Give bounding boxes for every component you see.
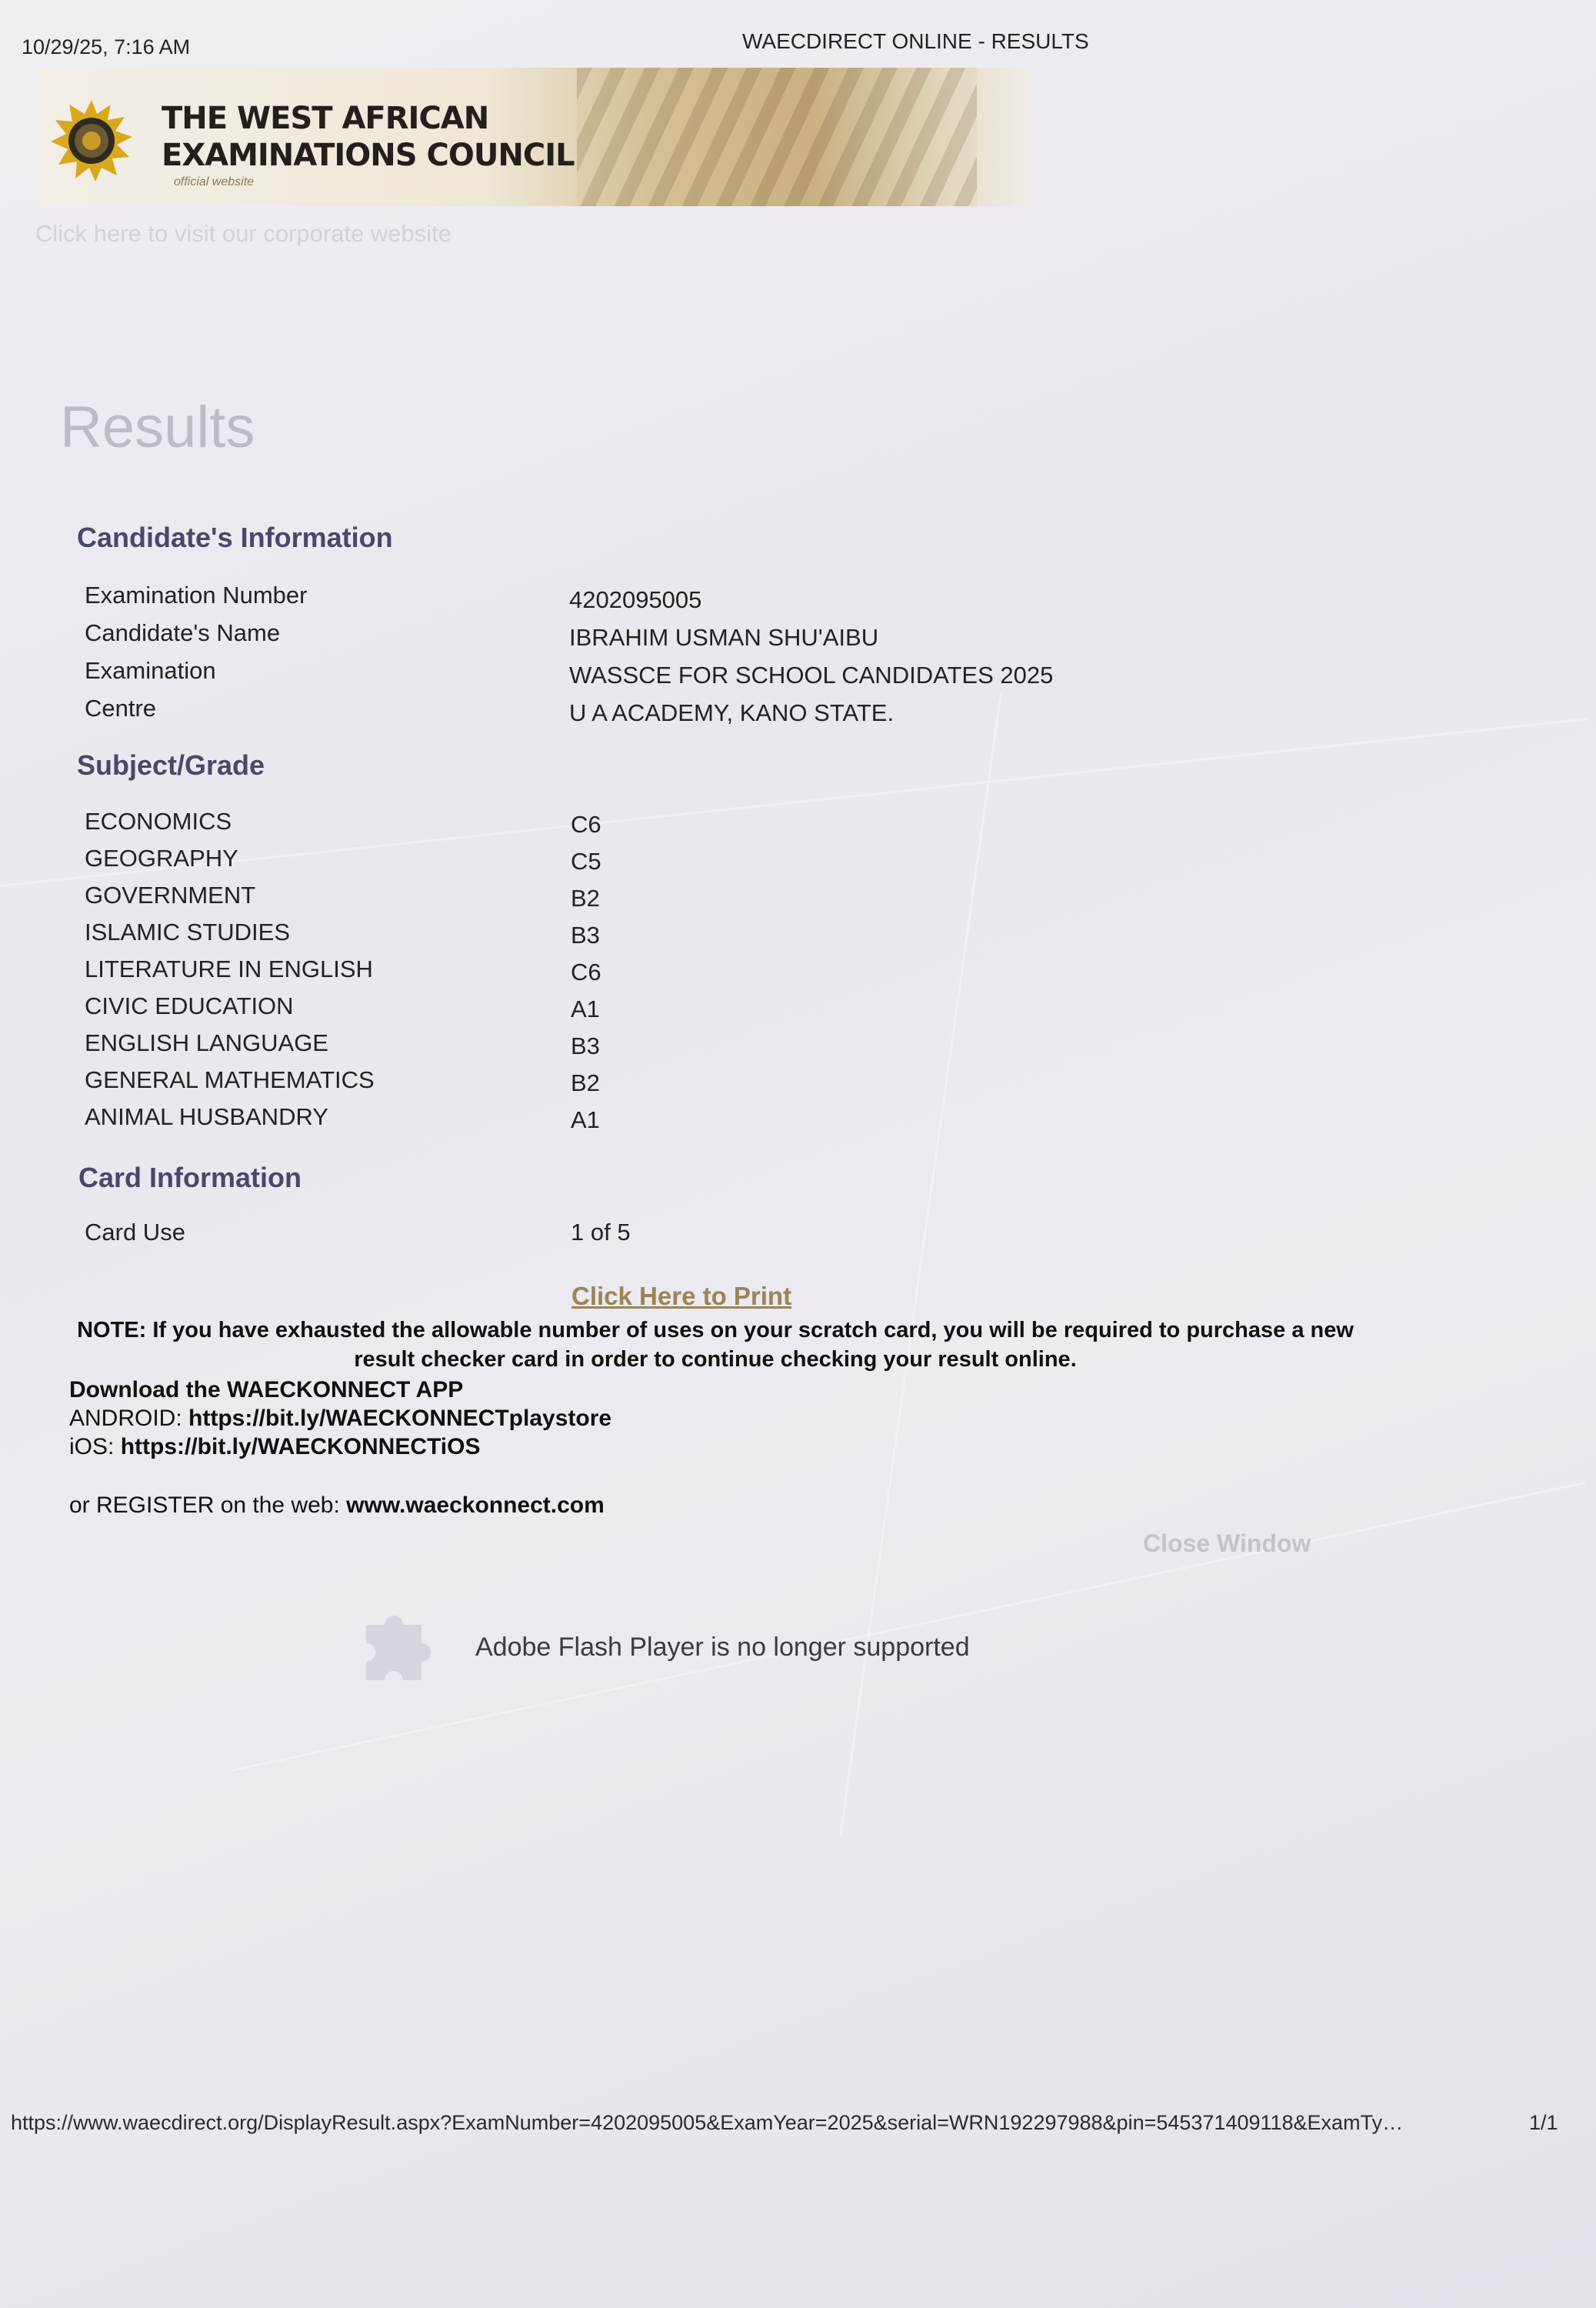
org-name-line2: EXAMINATIONS COUNCIL	[162, 138, 575, 173]
register-web	[69, 1493, 605, 1519]
subject-grade: C5	[571, 848, 601, 875]
register-label: or REGISTER on the web:	[69, 1493, 340, 1518]
card-use-label: Card Use	[85, 1219, 185, 1246]
subject-name: ECONOMICS	[85, 808, 232, 835]
subject-name: ENGLISH LANGUAGE	[85, 1029, 328, 1056]
print-footer-url: https://www.waecdirect.org/DisplayResult.aspx?ExamNumber=4202095005&ExamYear=2025&serial=WRN192297988&pin=545371409118&ExamTy…	[11, 2111, 1404, 2134]
subject-name: GEOGRAPHY	[85, 845, 238, 872]
waec-banner[interactable]	[38, 68, 1031, 206]
print-button[interactable]: Click Here to Print	[571, 1282, 792, 1310]
org-name	[162, 100, 575, 174]
ios-url[interactable]: https://bit.ly/WAECKONNECTiOS	[120, 1434, 481, 1459]
subject-grade: A1	[571, 996, 600, 1022]
subject-name: GENERAL MATHEMATICS	[85, 1066, 375, 1093]
subject-grade: B2	[571, 1069, 600, 1096]
ios-download	[69, 1434, 481, 1460]
candidate-name-value: IBRAHIM USMAN SHU'AIBU	[569, 624, 879, 651]
download-app-title: Download the WAECKONNECT APP	[69, 1377, 464, 1402]
android-download	[69, 1406, 611, 1432]
centre-label: Centre	[85, 695, 157, 722]
card-section-title: Card Information	[78, 1162, 302, 1193]
org-subtitle: official website	[174, 175, 255, 188]
corporate-website-link[interactable]: Click here to visit our corporate website	[35, 220, 452, 247]
print-page-number: 1/1	[1529, 2111, 1558, 2134]
subject-grade: B3	[571, 1032, 600, 1059]
subject-name: ISLAMIC STUDIES	[85, 919, 290, 946]
print-datetime: 10/29/25, 7:16 AM	[22, 35, 191, 58]
exam-number-label: Examination Number	[85, 582, 308, 609]
subject-grade-section-title: Subject/Grade	[77, 749, 265, 781]
page-title: Results	[60, 395, 255, 460]
register-url[interactable]: www.waeckonnect.com	[346, 1493, 605, 1518]
examination-label: Examination	[85, 657, 216, 684]
subject-name: LITERATURE IN ENGLISH	[85, 956, 373, 982]
note-text: If you have exhausted the allowable number of uses on your scratch card, you will be required to purchase a new result checker card in order to continue checking your result online.	[152, 1318, 1354, 1372]
scratch-card-note	[69, 1316, 1361, 1374]
subject-grade: A1	[571, 1106, 600, 1133]
print-page-title: WAECDIRECT ONLINE - RESULTS	[742, 29, 1089, 53]
subject-grade: B2	[571, 885, 600, 912]
candidate-name-label: Candidate's Name	[85, 619, 281, 646]
subject-name: CIVIC EDUCATION	[85, 992, 294, 1019]
candidate-section-title: Candidate's Information	[77, 522, 393, 553]
subject-grade: C6	[571, 959, 601, 986]
subject-name: GOVERNMENT	[85, 882, 256, 909]
exam-number-value: 4202095005	[569, 586, 702, 613]
android-url[interactable]: https://bit.ly/WAECKONNECTplaystore	[188, 1406, 612, 1431]
android-label: ANDROID:	[69, 1406, 182, 1431]
org-name-line1: THE WEST AFRICAN	[162, 101, 489, 136]
close-window-button[interactable]: Close Window	[1143, 1529, 1311, 1557]
puzzle-plugin-icon	[351, 1602, 443, 1694]
flash-unsupported-message: Adobe Flash Player is no longer supported	[475, 1633, 970, 1662]
centre-value: U A ACADEMY, KANO STATE.	[569, 699, 895, 726]
examination-value: WASSCE FOR SCHOOL CANDIDATES 2025	[569, 662, 1054, 689]
banner-photo	[577, 68, 977, 206]
card-use-value: 1 of 5	[571, 1219, 631, 1246]
note-prefix: NOTE:	[77, 1318, 147, 1342]
subject-grade: C6	[571, 811, 601, 838]
subject-name: ANIMAL HUSBANDRY	[85, 1103, 328, 1130]
waec-seal-icon	[49, 98, 134, 183]
subject-grade: B3	[571, 922, 600, 949]
ios-label: iOS:	[69, 1434, 115, 1459]
